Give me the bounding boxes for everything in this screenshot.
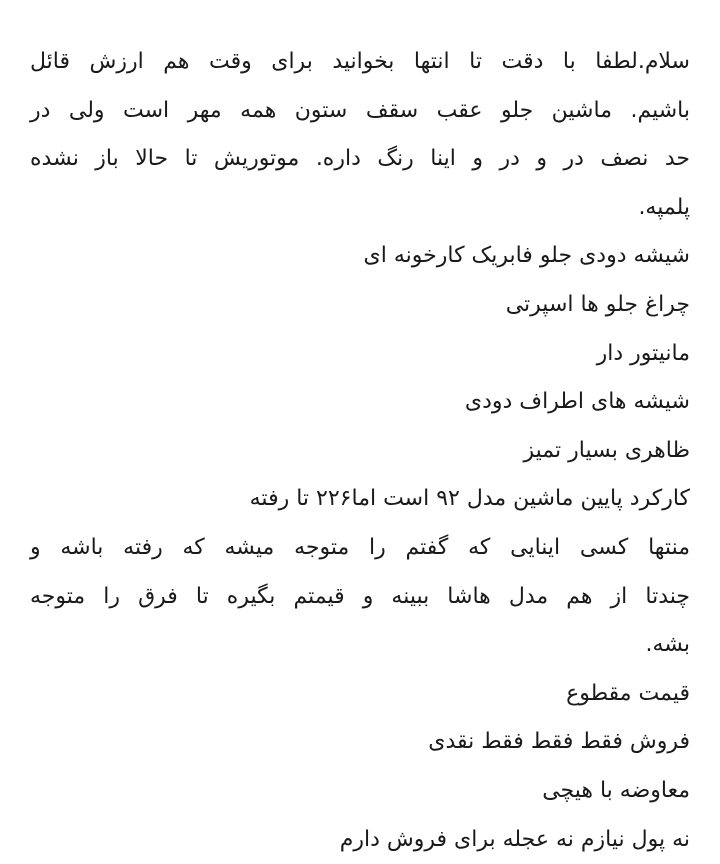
description-line: ظاهری بسیار تمیز: [30, 427, 690, 476]
description-line: فروش فقط فقط فقط نقدی: [30, 718, 690, 767]
description-line: مانیتور دار: [30, 330, 690, 379]
description-line: سلام.لطفا با دقت تا انتها بخوانید برای وقت هم ارزش قائل: [30, 38, 690, 87]
description-line: معاوضه با هیچی: [30, 767, 690, 816]
description-line: قیمت مقطوع: [30, 670, 690, 719]
description-line: حد نصف در و در و اینا رنگ داره. موتوریش تا حالا باز نشده: [30, 135, 690, 184]
description-line: باشیم. ماشین جلو عقب سقف ستون همه مهر است ولی در: [30, 87, 690, 136]
description-line: پلمپه.: [30, 184, 690, 233]
description-line: شیشه دودی جلو فابریک کارخونه ای: [30, 232, 690, 281]
description-line: نه پول نیازم نه عجله برای فروش دارم: [30, 816, 690, 864]
description-line: منتها کسی اینایی که گفتم را متوجه میشه که رفته باشه و: [30, 524, 690, 573]
description-line: بشه.: [30, 621, 690, 670]
description-line: شیشه های اطراف دودی: [30, 378, 690, 427]
description-line: چندتا از هم مدل هاشا ببینه و قیمتم بگیره تا فرق را متوجه: [30, 573, 690, 622]
description-line: کارکرد پایین ماشین مدل ۹۲ است اما۲۲۶ تا رفته: [30, 475, 690, 524]
description-line: چراغ جلو ها اسپرتی: [30, 281, 690, 330]
